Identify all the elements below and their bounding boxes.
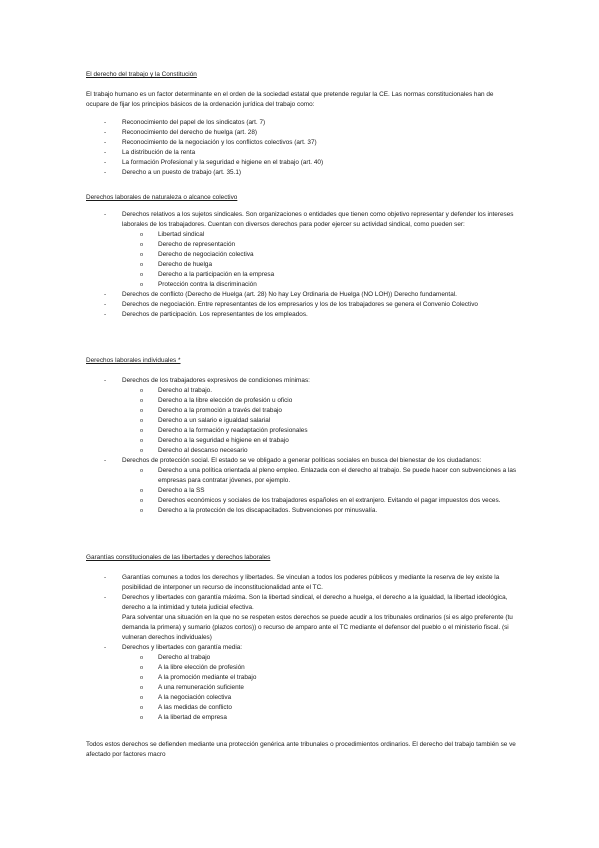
sub-list-item: o A una remuneración suficiente xyxy=(140,684,244,691)
dash-bullet: - xyxy=(104,211,107,218)
list-item: - Derechos y libertades con garantía máxima. Son la libertad sindical, el derecho a huelga, el derecho a la igualdad, la libertad ideológica, derecho a la intimidad y tutela judicial efectiva. Para solventar una situación en la que no se respeten estos derechos se puede acudir a los tribunales ordinarios (si es algo preferente (tu demanda la primera) y sumario (plazos cortos)) o recurso de amparo ante el TC mediante el defensor del pueblo o el ministerio fiscal. (si vulneran derechos individuales) xyxy=(86,593,518,643)
note-paragraph: Para solventar una situación en la que no se respeten estos derechos se puede acudir a los tribunales ordinarios (si es algo preferente (tu demanda la primera) y sumario (plazos cortos)) o recurso de amparo ante el TC mediante el defensor del pueblo o el ministerio fiscal. (si vulneran derechos individuales) xyxy=(122,614,513,641)
circle-bullet-icon: o xyxy=(140,675,144,681)
sub-list-item: o Derecho a la promoción a través del trabajo xyxy=(140,407,282,414)
list-item: - Derechos de protección social. El estado se ve obligado a generar políticas sociales en busca del bienestar de los ciudadanos: o Derecho a una política orientada al pleno empleo. Enlazada con el derecho al trabajo. Se puede hacer con subvenciones a las empresas para contratar jóvenes, por ejemplo. o Derecho a la SS o Derechos económicos y sociales de los trabajadores españoles en el extranjero. Evitando el pagar impuestos dos veces. o Derecho a la protección de los discapacitados. Subvenciones por minusvalía. xyxy=(104,457,517,514)
circle-bullet-icon: o xyxy=(140,705,144,711)
circle-bullet-icon: o xyxy=(140,695,144,701)
bullet-list xyxy=(86,118,518,178)
intro-paragraph: El trabajo humano es un factor determinante en el orden de la sociedad estatal que pretende regular la CE. Las normas constitucionales han de ocupare de fijar los principios básicos de la ordenación jurídica del trabajo como: xyxy=(86,91,494,108)
dash-bullet: - xyxy=(104,311,107,318)
circle-bullet-icon: o xyxy=(140,408,144,414)
bullet-list xyxy=(86,573,518,723)
dash-bullet: - xyxy=(104,457,107,464)
circle-bullet-icon: o xyxy=(140,488,144,494)
circle-bullet-icon: o xyxy=(140,418,144,424)
dash-bullet: - xyxy=(104,594,107,601)
sub-list-item: o Protección contra la discriminación xyxy=(140,281,257,288)
list-item: - Derechos de conflicto (Derecho de Huelga (art. 28) No hay Ley Ordinaria de Huelga (NO LOH)) Derecho fundamental. xyxy=(104,291,457,298)
sub-list-item: o Derecho de huelga xyxy=(140,261,213,268)
sub-list-item: o A las medidas de conflicto xyxy=(140,704,232,711)
sub-list-item: o Derecho al trabajo xyxy=(140,654,211,661)
circle-bullet-icon: o xyxy=(140,252,144,258)
list-item: - Reconocimiento del derecho de huelga (art. 28) xyxy=(104,129,257,136)
sub-list-item: o A la negociación colectiva xyxy=(140,694,232,701)
dash-bullet: - xyxy=(104,377,107,384)
sub-list-item: o Derecho al trabajo. xyxy=(140,387,212,394)
dash-bullet: - xyxy=(104,574,107,581)
dash-bullet: - xyxy=(104,291,107,298)
dash-bullet: - xyxy=(104,119,107,126)
sub-list-item: o Derecho a la formación y readaptación profesionales xyxy=(140,427,308,434)
section-heading: Derechos laborales individuales * xyxy=(86,357,181,364)
circle-bullet-icon: o xyxy=(140,232,144,238)
list-item: - Derechos de los trabajadores expresivos de condiciones mínimas: o Derecho al trabajo. o Derecho a la libre elección de profesión u oficio o Derecho a la promoción a través del trabajo o Derecho a un salario e igualdad salarial o Derecho a la formación y readaptación profesionales o Derecho a la seguridad e higiene en el trabajo o Derecho al descanso necesario xyxy=(86,376,518,456)
list-item: - Derechos y libertades con garantía media: o Derecho al trabajo o A la libre elección de profesión o A la promoción mediante el trabajo o A una remuneración suficiente o A la negociación colectiva o A las medidas de conflicto o A la libertad de empresa xyxy=(86,643,518,723)
circle-bullet-icon: o xyxy=(140,498,144,504)
sub-list-item: o Libertad sindical xyxy=(140,231,205,238)
dash-bullet: - xyxy=(104,644,107,651)
list-item: - Reconocimiento del papel de los sindicatos (art. 7) xyxy=(104,119,266,126)
list-item: - La distribución de la renta xyxy=(104,149,196,156)
sub-list-item: o Derecho a una política orientada al pleno empleo. Enlazada con el derecho al trabajo. Se puede hacer con subvenciones a las empresas para contratar jóvenes, por ejemplo. xyxy=(140,467,517,484)
sub-list-item: o Derecho a la libre elección de profesión u oficio xyxy=(140,397,293,404)
circle-bullet-icon: o xyxy=(140,438,144,444)
dash-bullet: - xyxy=(104,129,107,136)
circle-bullet-icon: o xyxy=(140,468,144,474)
circle-bullet-icon: o xyxy=(140,715,144,721)
circle-bullet-icon: o xyxy=(140,448,144,454)
section-heading: El derecho del trabajo y la Constitución xyxy=(86,71,197,78)
list-item: - Derecho a un puesto de trabajo (art. 35.1) xyxy=(104,169,242,176)
list-item: - Garantías comunes a todos los derechos y libertades. Se vinculan a todos los poderes públicos y mediante la reserva de ley existe la posibilidad de interponer un recurso de inconstitucionalidad ante el TC. xyxy=(104,574,500,591)
circle-bullet-icon: o xyxy=(140,685,144,691)
sub-list-item: o A la libre elección de profesión xyxy=(140,664,245,671)
section-heading: Garantías constitucionales de las libertades y derechos laborales xyxy=(86,554,271,561)
section-heading: Derechos laborales de naturaleza o alcance colectivo xyxy=(86,194,238,201)
sub-list xyxy=(122,653,518,723)
sub-list-item: o Derecho de negociación colectiva xyxy=(140,251,254,258)
dash-bullet: - xyxy=(104,149,107,156)
circle-bullet-icon: o xyxy=(140,665,144,671)
sub-list-item: o Derecho a la SS xyxy=(140,487,205,494)
sub-list-item: o Derecho de representación xyxy=(140,241,236,248)
list-item: - Derechos de participación. Los representantes de los empleados. xyxy=(104,311,308,318)
sub-list-item: o Derecho al descanso necesario xyxy=(140,447,248,454)
circle-bullet-icon: o xyxy=(140,388,144,394)
circle-bullet-icon: o xyxy=(140,282,144,288)
circle-bullet-icon: o xyxy=(140,242,144,248)
sub-list-item: o Derecho a un salario e igualdad salarial xyxy=(140,417,271,424)
dash-bullet: - xyxy=(104,169,107,176)
sub-list-item: o Derecho a la protección de los discapacitados. Subvenciones por minusvalía. xyxy=(140,507,378,514)
circle-bullet-icon: o xyxy=(140,272,144,278)
circle-bullet-icon: o xyxy=(140,262,144,268)
circle-bullet-icon: o xyxy=(140,428,144,434)
sub-list xyxy=(122,230,518,290)
dash-bullet: - xyxy=(104,139,107,146)
bullet-list xyxy=(86,376,518,516)
closing-paragraph: Todos estos derechos se defienden mediante una protección genérica ante tribunales o procedimientos ordinarios. El derecho del trabajo también se ve afectado por factores macro xyxy=(86,741,516,758)
sub-list-item: o Derechos económicos y sociales de los trabajadores españoles en el extranjero. Evitando el pagar impuestos dos veces. xyxy=(140,497,501,504)
list-item: - Reconocimiento de la negociación y los conflictos colectivos (art. 37) xyxy=(104,139,317,146)
list-item: - La formación Profesional y la seguridad e higiene en el trabajo (art. 40) xyxy=(104,159,324,166)
sub-list-item: o Derecho a la participación en la empresa xyxy=(140,271,275,278)
list-item: - Derechos relativos a los sujetos sindicales. Son organizaciones o entidades que tienen como objetivo representar y defender los intereses laborales de los trabajadores. Cuentan con diversos derechos para poder ejercer su actividad sindical, como pueden ser: o Libertad sindical o Derecho de representación o Derecho de negociación colectiva o Derecho de huelga o Derecho a la participación en la empresa o Protección contra la discriminación xyxy=(86,210,518,290)
sub-list-item: o A la libertad de empresa xyxy=(140,714,227,721)
circle-bullet-icon: o xyxy=(140,508,144,514)
circle-bullet-icon: o xyxy=(140,398,144,404)
dash-bullet: - xyxy=(104,301,107,308)
bullet-list xyxy=(86,210,518,320)
sub-list xyxy=(122,466,518,516)
sub-list-item: o Derecho a la seguridad e higiene en el trabajo xyxy=(140,437,289,444)
sub-list xyxy=(122,386,518,456)
dash-bullet: - xyxy=(104,159,107,166)
circle-bullet-icon: o xyxy=(140,655,144,661)
sub-list-item: o A la promoción mediante el trabajo xyxy=(140,674,257,681)
list-item: - Derechos de negociación. Entre representantes de los empresarios y los de los trabajadores se genera el Convenio Colectivo xyxy=(104,301,478,308)
